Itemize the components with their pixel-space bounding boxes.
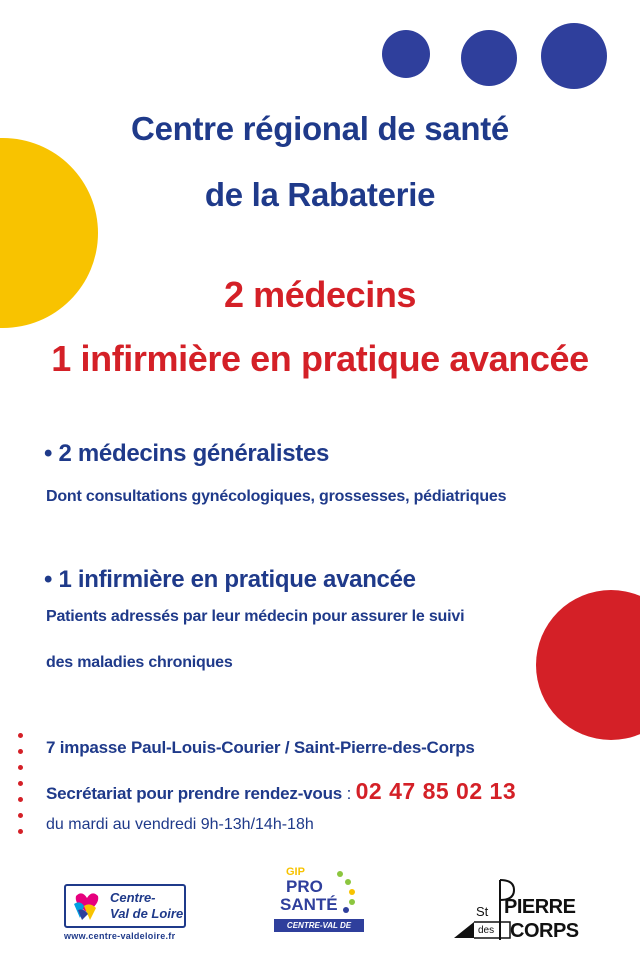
- service-detail-doctors: Dont consultations gynécologiques, grossesses, pédiatriques: [46, 488, 507, 505]
- city-logo-corps: CORPS: [510, 920, 579, 942]
- service-detail-nurse-2: des maladies chroniques: [46, 654, 233, 671]
- address: 7 impasse Paul-Louis-Courier / Saint-Pierre-des-Corps: [46, 738, 475, 757]
- headline-line2: 1 infirmière en pratique avancée: [51, 338, 589, 379]
- region-logo-frame: [64, 884, 186, 928]
- city-logo: [452, 878, 582, 944]
- gip-label: GIP: [286, 866, 305, 878]
- city-logo-pierre: PIERRE: [504, 896, 576, 918]
- decor-circle-blue-1: [382, 30, 430, 78]
- decor-circle-blue-2: [461, 30, 517, 86]
- decor-dotted-line: [18, 733, 26, 845]
- page-title-line1: Centre régional de santé: [131, 110, 509, 147]
- secretariat-line: [46, 778, 516, 805]
- gip-region-band: CENTRE-VAL DE LOIRE: [274, 919, 364, 932]
- city-logo-des: des: [478, 925, 495, 936]
- decor-circle-red: [536, 590, 640, 740]
- service-heading-doctors: • 2 médecins généralistes: [44, 440, 330, 467]
- decor-circle-blue-3: [541, 23, 607, 89]
- service-detail-nurse-1: Patients adressés par leur médecin pour assurer le suivi: [46, 608, 465, 625]
- city-logo-st: St: [476, 904, 489, 919]
- page-title-line2: de la Rabaterie: [204, 176, 436, 213]
- phone-number[interactable]: 02 47 85 02 13: [355, 778, 517, 804]
- gip-sante-label: SANTÉ: [280, 895, 338, 914]
- gip-pro-label: PRO: [286, 877, 323, 896]
- region-logo-line1: Centre-: [110, 890, 156, 905]
- region-logo: [64, 884, 188, 944]
- secretariat-label: Secrétariat pour prendre rendez-vous: [46, 784, 343, 803]
- region-logo-line2: Val de Loire: [110, 906, 184, 921]
- region-emblem-icon: [70, 890, 104, 922]
- headline-line1: 2 médecins: [223, 274, 417, 315]
- gip-pro-sante-logo: [268, 864, 368, 954]
- region-logo-text: [110, 890, 183, 922]
- region-website: www.centre-valdeloire.fr: [64, 931, 176, 941]
- service-heading-nurse: • 1 infirmière en pratique avancée: [44, 566, 416, 593]
- secretariat-separator: :: [342, 784, 356, 803]
- opening-hours: du mardi au vendredi 9h-13h/14h-18h: [46, 816, 314, 833]
